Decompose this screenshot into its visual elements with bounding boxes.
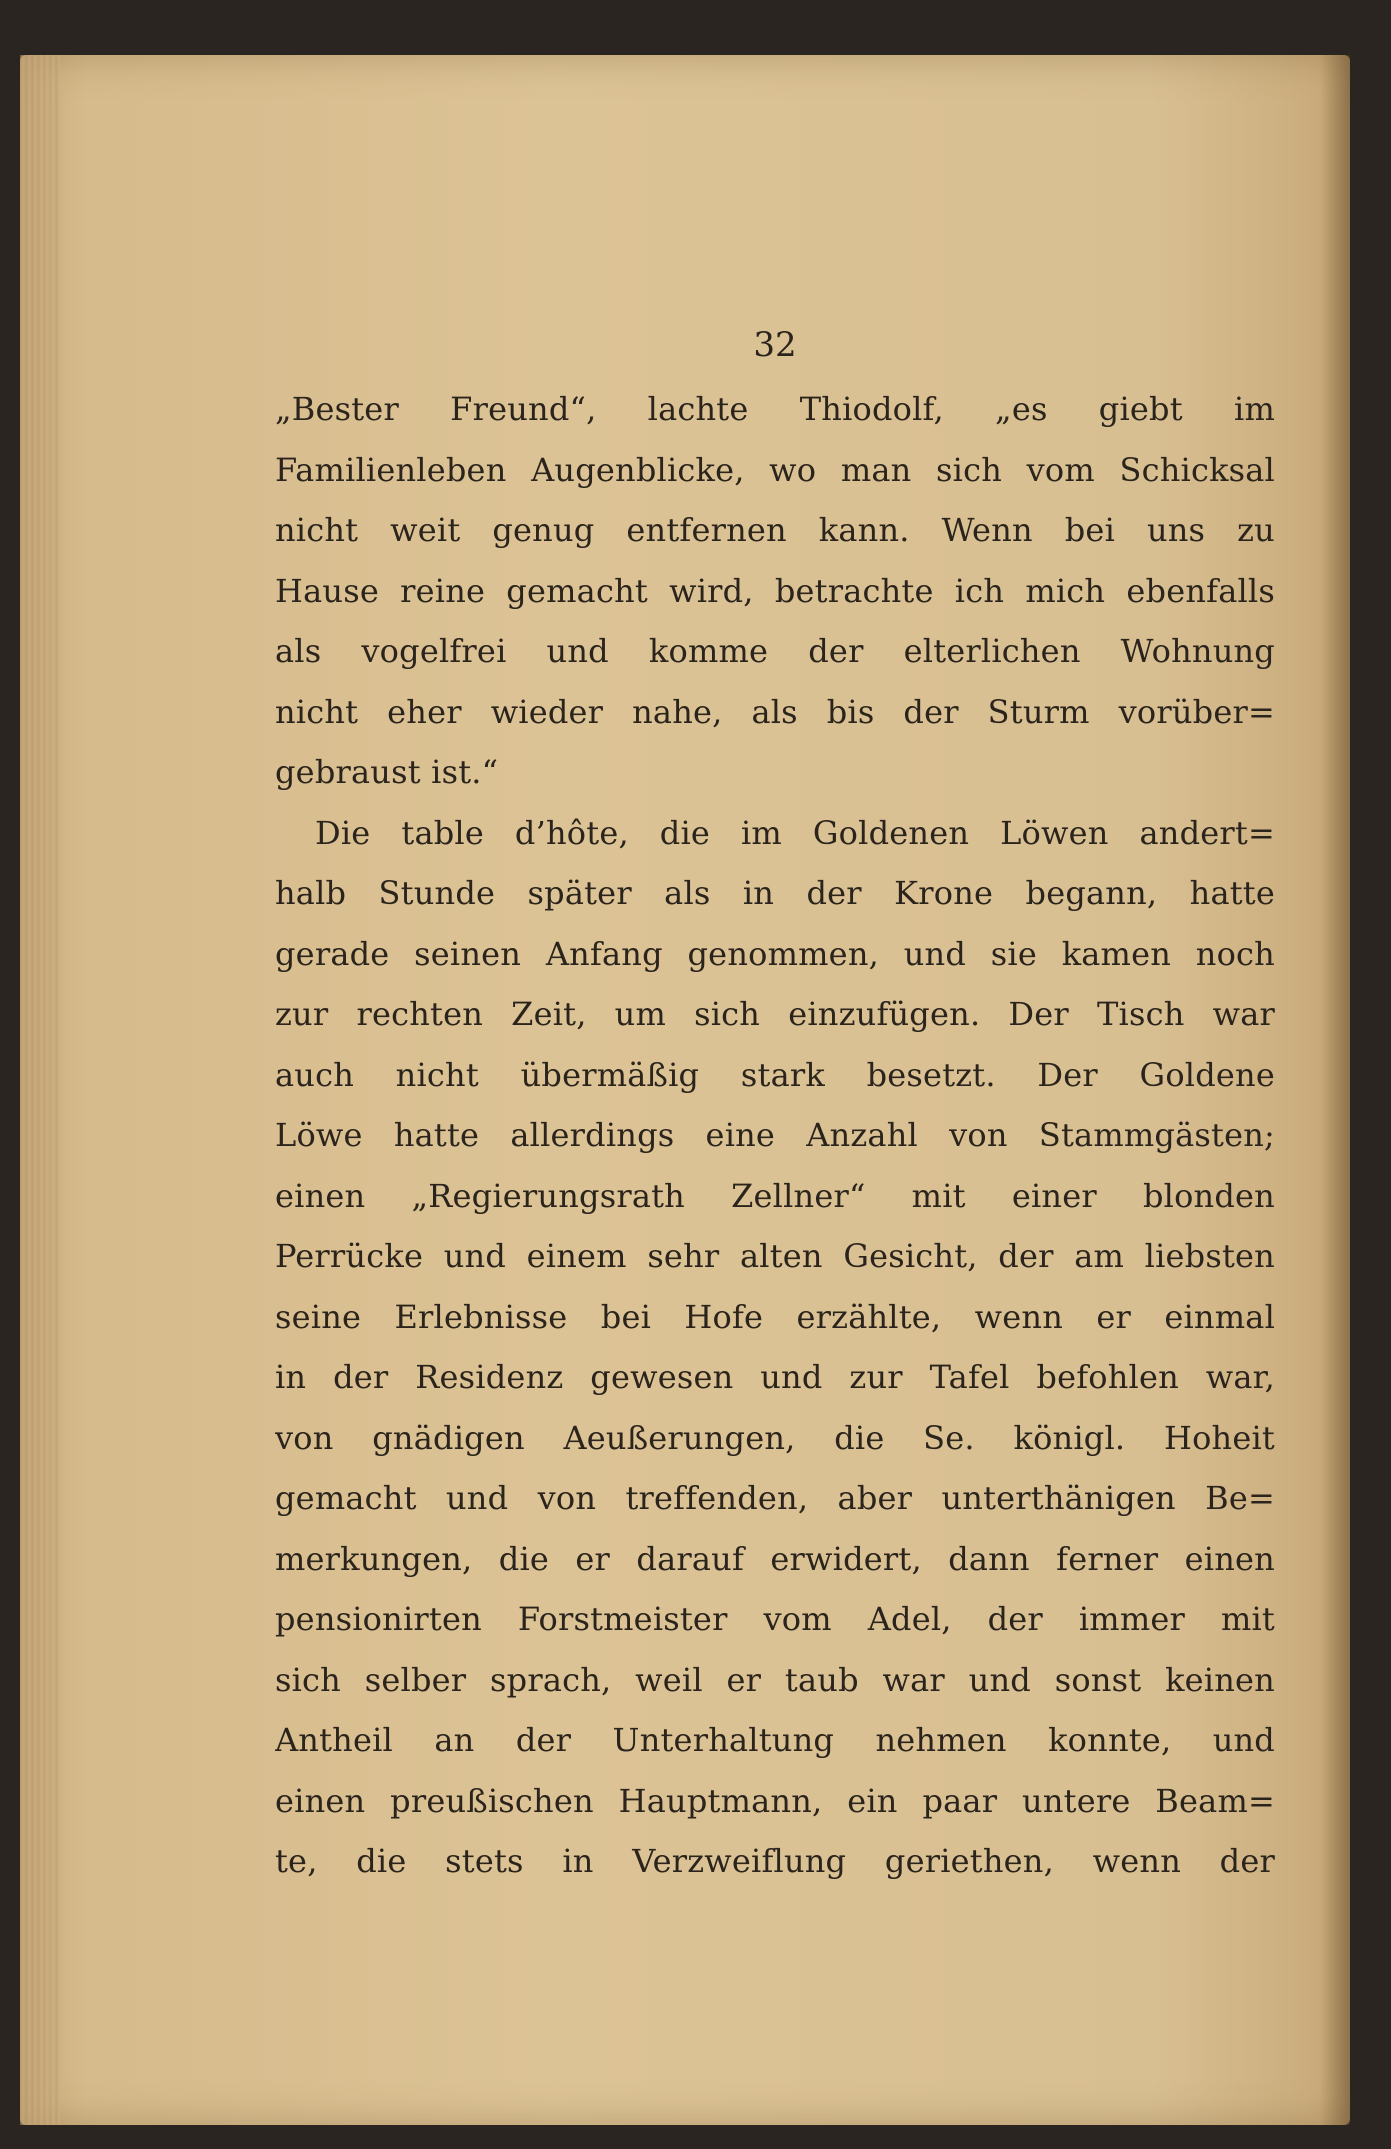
text-line: von gnädigen Aeußerungen, die Se. königl. Hoheit — [275, 1418, 1275, 1457]
text-line: Perrücke und einem sehr alten Gesicht, der am liebsten — [275, 1237, 1275, 1275]
text-line: einen „Regierungsrath Zellner“ mit einer blonden — [275, 1176, 1275, 1215]
text-line: gebraust ist.“ — [275, 753, 499, 791]
text-line: als vogelfrei und komme der elterlichen Wohnung — [275, 632, 1275, 670]
text-line: zur rechten Zeit, um sich einzufügen. Der Tisch war — [275, 995, 1275, 1033]
text-line: te, die stets in Verzweiflung geriethen, wenn der — [275, 1842, 1275, 1880]
text-line: „Bester Freund“, lachte Thiodolf, „es giebt im — [275, 390, 1275, 428]
text-line: Antheil an der Unterhaltung nehmen konnte, und — [275, 1721, 1275, 1759]
text-block — [275, 325, 1275, 1892]
book-page — [20, 55, 1350, 2125]
text-line: Familienleben Augenblicke, wo man sich vom Schicksal — [275, 450, 1275, 489]
text-line: merkungen, die er darauf erwidert, dann ferner einen — [275, 1539, 1275, 1578]
text-line: halb Stunde später als in der Krone begann, hatte — [275, 874, 1275, 912]
text-line: Löwe hatte allerdings eine Anzahl von Stammgästen; — [275, 1116, 1275, 1154]
text-line: pensionirten Forstmeister vom Adel, der immer mit — [275, 1600, 1275, 1638]
text-line: Die table d’hôte, die im Goldenen Löwen andert= — [315, 813, 1275, 852]
text-line: gemacht und von treffenden, aber unterthänigen Be= — [275, 1479, 1275, 1517]
text-line: einen preußischen Hauptmann, ein paar untere Beam= — [275, 1781, 1275, 1820]
text-line: nicht weit genug entfernen kann. Wenn bei uns zu — [275, 511, 1275, 549]
text-line: seine Erlebnisse bei Hofe erzählte, wenn er einmal — [275, 1297, 1275, 1336]
text-line: auch nicht übermäßig stark besetzt. Der Goldene — [275, 1055, 1275, 1094]
page-stack-edge — [20, 55, 60, 2125]
text-line: sich selber sprach, weil er taub war und sonst keinen — [275, 1660, 1275, 1699]
text-line: in der Residenz gewesen und zur Tafel befohlen war, — [275, 1358, 1275, 1396]
text-line: gerade seinen Anfang genommen, und sie kamen noch — [275, 934, 1275, 973]
page-number: 32 — [753, 325, 797, 365]
page-gutter-shadow — [1320, 55, 1350, 2125]
text-line: nicht eher wieder nahe, als bis der Sturm vorüber= — [275, 692, 1275, 731]
text-line: Hause reine gemacht wird, betrachte ich mich ebenfalls — [275, 571, 1275, 610]
